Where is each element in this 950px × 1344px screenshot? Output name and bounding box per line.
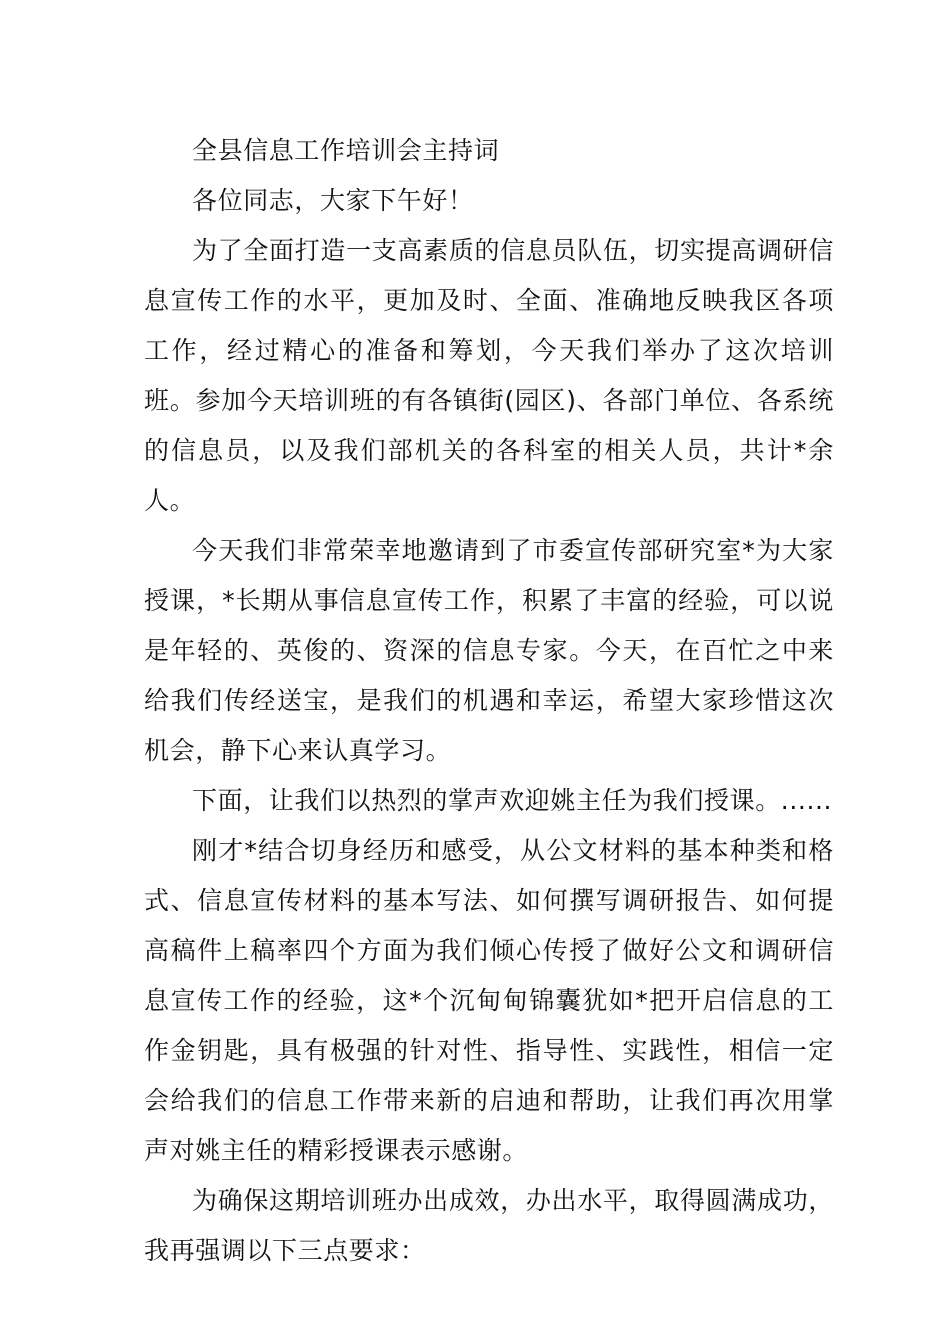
document-title: 全县信息工作培训会主持词 — [192, 136, 500, 165]
paragraph-summary: 刚才*结合切身经历和感受，从公文材料的基本种类和格式、信息宣传材料的基本写法、如何撰写调研报告、如何提高稿件上稿率四个方面为我们倾心传授了做好公文和调研信息宣传工作的经验，这*个沉甸甸锦囊犹如*把开启信息的工作金钥匙，具有极强的针对性、指导性、实践性，相信一定会给我们的信息工作带来新的启迪和帮助，让我们再次用掌声对姚主任的精彩授课表示感谢。 — [144, 836, 834, 1165]
paragraph-speaker-introduction: 今天我们非常荣幸地邀请到了市委宣传部研究室*为大家授课，*长期从事信息宣传工作，积累了丰富的经验，可以说是年轻的、英俊的、资深的信息专家。今天，在百忙之中来给我们传经送宝，是我们的机遇和幸运，希望大家珍惜这次机会，静下心来认真学习。 — [144, 536, 834, 765]
paragraph-greeting: 各位同志，大家下午好！ — [192, 186, 474, 215]
paragraph-welcome: 下面，让我们以热烈的掌声欢迎姚主任为我们授课。...... — [192, 786, 833, 815]
paragraph-introduction: 为了全面打造一支高素质的信息员队伍，切实提高调研信息宣传工作的水平，更加及时、全面、准确地反映我区各项工作，经过精心的准备和筹划，今天我们举办了这次培训班。参加今天培训班的有各镇街(园区)、各部门单位、各系统的信息员，以及我们部机关的各科室的相关人员，共计*余人。 — [144, 236, 834, 515]
document-body — [144, 126, 834, 1276]
paragraph-requirements: 为确保这期培训班办出成效，办出水平，取得圆满成功，我再强调以下三点要求： — [144, 1186, 834, 1265]
